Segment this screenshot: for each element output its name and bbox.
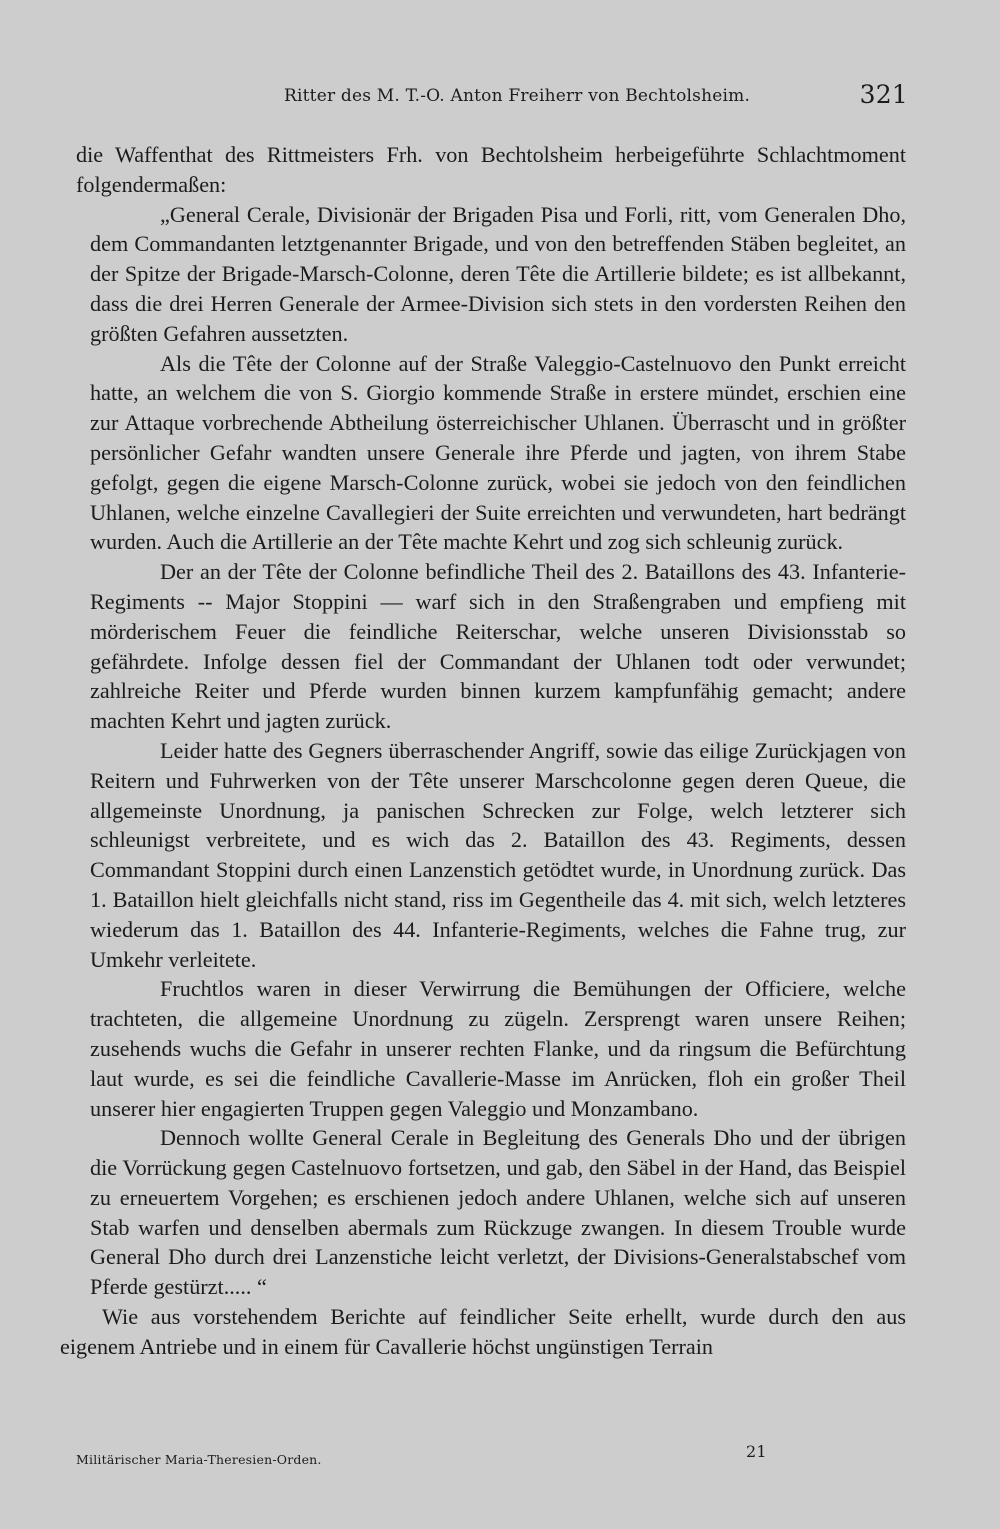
paragraph: Als die Tête der Colonne auf der Straße Valeggio-Castelnuovo den Punkt erreicht hatte, an welchem die von S. Giorgio kommende Straße in erstere mündet, erschien eine zur Attaque vorbrechende Abtheilung österreichischer Uhlanen. Überrascht und in größter persönlicher Gefahr wandten unsere Generale ihre Pferde und jagten, von ihrem Stabe gefolgt, gegen die eigene Marsch-Colonne zurück, wobei sie jedoch von den feindlichen Uhlanen, welche einzelne Cavallegieri der Suite erreichten und verwundeten, hart bedrängt wurden. Auch die Artillerie an der Tête machte Kehrt und zog sich schleunig zurück. bbox=[90, 350, 906, 555]
paragraph: Wie aus vorstehendem Berichte auf feindlicher Seite erhellt, wurde durch den aus eigenem Antriebe und in einem für Cavallerie höchst ungünstigen Terrain bbox=[60, 1304, 906, 1359]
paragraph: die Waffenthat des Rittmeisters Frh. von Bechtolsheim herbeigeführte Schlachtmoment folgendermaßen: bbox=[76, 142, 906, 197]
paragraph: Fruchtlos waren in dieser Verwirrung die Bemühungen der Officiere, welche trachteten, die allgemeine Unordnung zu zügeln. Zersprengt waren unsere Reihen; zusehends wuchs die Gefahr in unserer rechten Flanke, und da ringsum die Befürchtung laut wurde, es sei die feindliche Cavallerie-Masse im Anrücken, floh ein großer Theil unserer hier engagierten Truppen gegen Valeggio und Monzambano. bbox=[90, 976, 906, 1121]
body-text bbox=[60, 140, 906, 1362]
paragraph: „General Cerale, Divisionär der Brigaden Pisa und Forli, ritt, vom Generalen Dho, dem Commandanten letztgenannter Brigade, und von den betreffenden Stäben begleitet, an der Spitze der Brigade-Marsch-Colonne, deren Tête die Artillerie bildete; es ist allbekannt, dass die drei Herren Generale der Armee-Division sich stets in den vordersten Reihen den größten Gefahren aussetzten. bbox=[90, 201, 906, 346]
paragraph: Leider hatte des Gegners überraschender Angriff, sowie das eilige Zurückjagen von Reitern und Fuhrwerken von der Tête unserer Marschcolonne gegen deren Queue, die allgemeinste Unordnung, ja panischen Schrecken zur Folge, welch letzterer sich schleunigst verbreitete, und es wich das 2. Bataillon des 43. Regiments, dessen Commandant Stoppini durch einen Lanzenstich getödtet wurde, in Unordnung zurück. Das 1. Bataillon hielt gleichfalls nicht stand, riss im Gegentheile das 4. mit sich, welch letzteres wiederum das 1. Bataillon des 44. Infanterie-Regiments, welches die Fahne trug, zur Umkehr verleitete. bbox=[90, 737, 906, 972]
signature-number: 21 bbox=[746, 1442, 767, 1461]
paragraph: Der an der Tête der Colonne befindliche Theil des 2. Bataillons des 43. Infanterie-Regiments -- Major Stoppini — warf sich in den Straßengraben und empfieng mit mörderischem Feuer die feindliche Reiterschar, welche unseren Divisionsstab so gefährdete. Infolge dessen fiel der Commandant der Uhlanen todt oder verwundet; zahlreiche Reiter und Pferde wurden binnen kurzem kampfunfähig gemacht; andere machten Kehrt und jagten zurück. bbox=[90, 559, 906, 734]
header-title: Ritter des M. T.-O. Anton Freiherr von Bechtolsheim. bbox=[284, 86, 751, 106]
page-number: 321 bbox=[859, 80, 908, 109]
paragraph: Dennoch wollte General Cerale in Begleitung des Generals Dho und der übrigen die Vorrückung gegen Castelnuovo fortsetzen, und gab, den Säbel in der Hand, das Beispiel zu erneuertem Vorgehen; es erschienen jedoch andere Uhlanen, welche sich auf unseren Stab warfen und denselben abermals zum Rückzuge zwangen. In diesem Trouble wurde General Dho durch drei Lanzenstiche leicht verletzt, der Divisions-Generalstabschef vom Pferde gestürzt..... “ bbox=[90, 1125, 906, 1300]
footer-signature: Militärischer Maria-Theresien-Orden. bbox=[76, 1452, 322, 1467]
